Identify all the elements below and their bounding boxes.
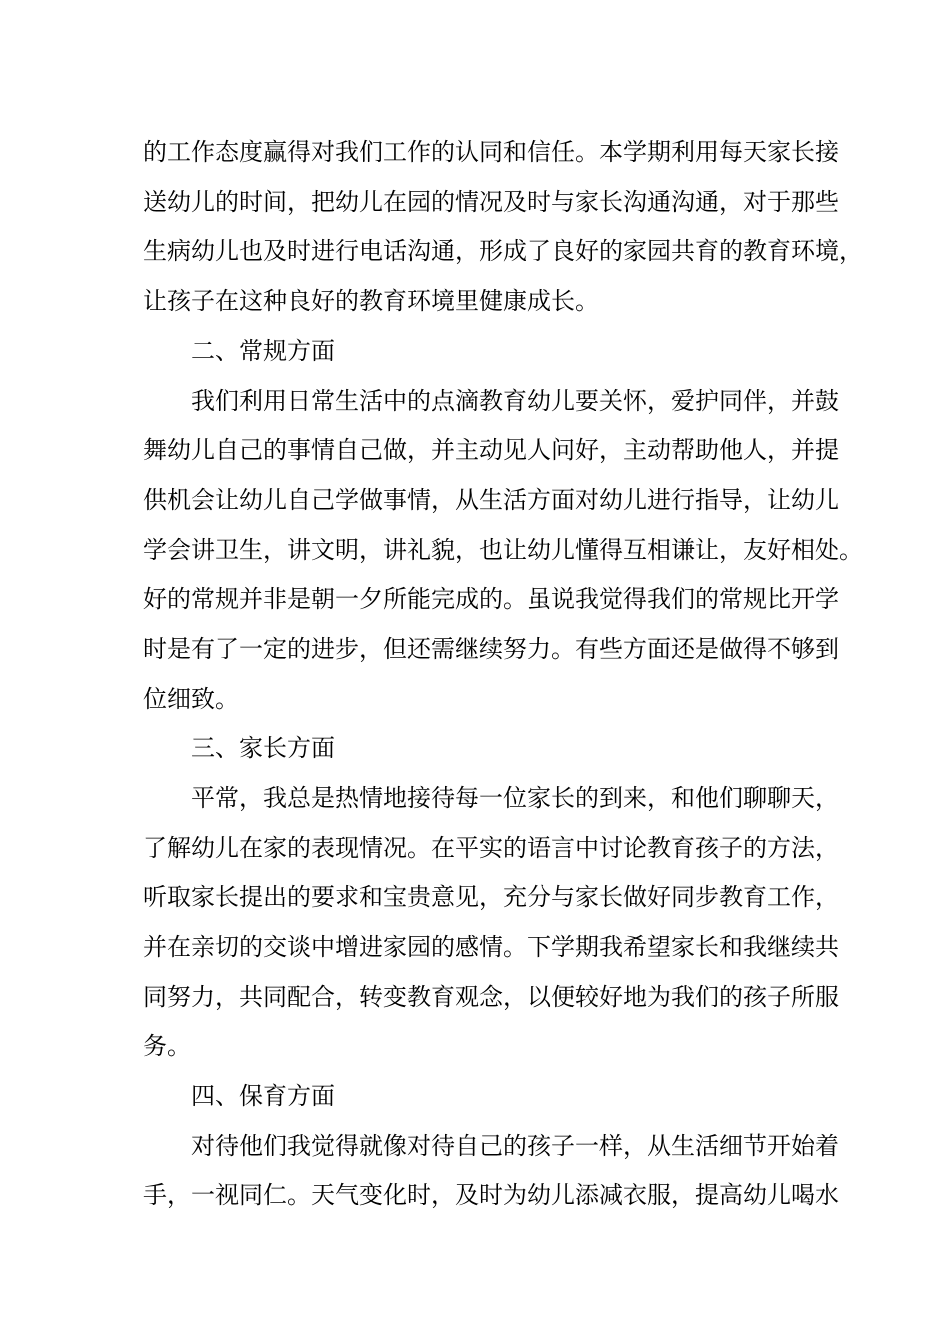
- text-line: 学会讲卫生，讲文明，讲礼貌，也让幼儿懂得互相谦让，友好相处。: [143, 536, 863, 564]
- text-line: 舞幼儿自己的事情自己做，并主动见人问好，主动帮助他人，并提: [143, 436, 839, 464]
- text-line: 好的常规并非是朝一夕所能完成的。虽说我觉得我们的常规比开学: [143, 585, 839, 613]
- text-line: 生病幼儿也及时进行电话沟通，形成了良好的家园共育的教育环境，: [143, 237, 863, 265]
- text-line: 对待他们我觉得就像对待自己的孩子一样，从生活细节开始着: [191, 1132, 839, 1160]
- text-line: 我们利用日常生活中的点滴教育幼儿要关怀，爱护同伴，并鼓: [191, 387, 839, 415]
- text-line: 听取家长提出的要求和宝贵意见，充分与家长做好同步教育工作，: [143, 883, 839, 911]
- text-line: 位细致。: [143, 685, 239, 713]
- text-line: 务。: [143, 1032, 191, 1060]
- text-line: 送幼儿的时间，把幼儿在园的情况及时与家长沟通沟通，对于那些: [143, 188, 839, 216]
- section-heading: 三、家长方面: [191, 734, 335, 762]
- text-line: 手，一视同仁。天气变化时，及时为幼儿添减衣服，提高幼儿喝水: [143, 1181, 839, 1209]
- text-line: 供机会让幼儿自己学做事情，从生活方面对幼儿进行指导，让幼儿: [143, 486, 839, 514]
- section-heading: 四、保育方面: [191, 1082, 335, 1110]
- text-line: 让孩子在这种良好的教育环境里健康成长。: [143, 287, 599, 315]
- text-line: 平常，我总是热情地接待每一位家长的到来，和他们聊聊天，: [191, 784, 839, 812]
- text-line: 并在亲切的交谈中增进家园的感情。下学期我希望家长和我继续共: [143, 933, 839, 961]
- text-line: 时是有了一定的进步，但还需继续努力。有些方面还是做得不够到: [143, 635, 839, 663]
- text-line: 同努力，共同配合，转变教育观念，以便较好地为我们的孩子所服: [143, 983, 839, 1011]
- section-heading: 二、常规方面: [191, 337, 335, 365]
- text-line: 了解幼儿在家的表现情况。在平实的语言中讨论教育孩子的方法，: [143, 834, 839, 862]
- text-line: 的工作态度赢得对我们工作的认同和信任。本学期利用每天家长接: [143, 138, 839, 166]
